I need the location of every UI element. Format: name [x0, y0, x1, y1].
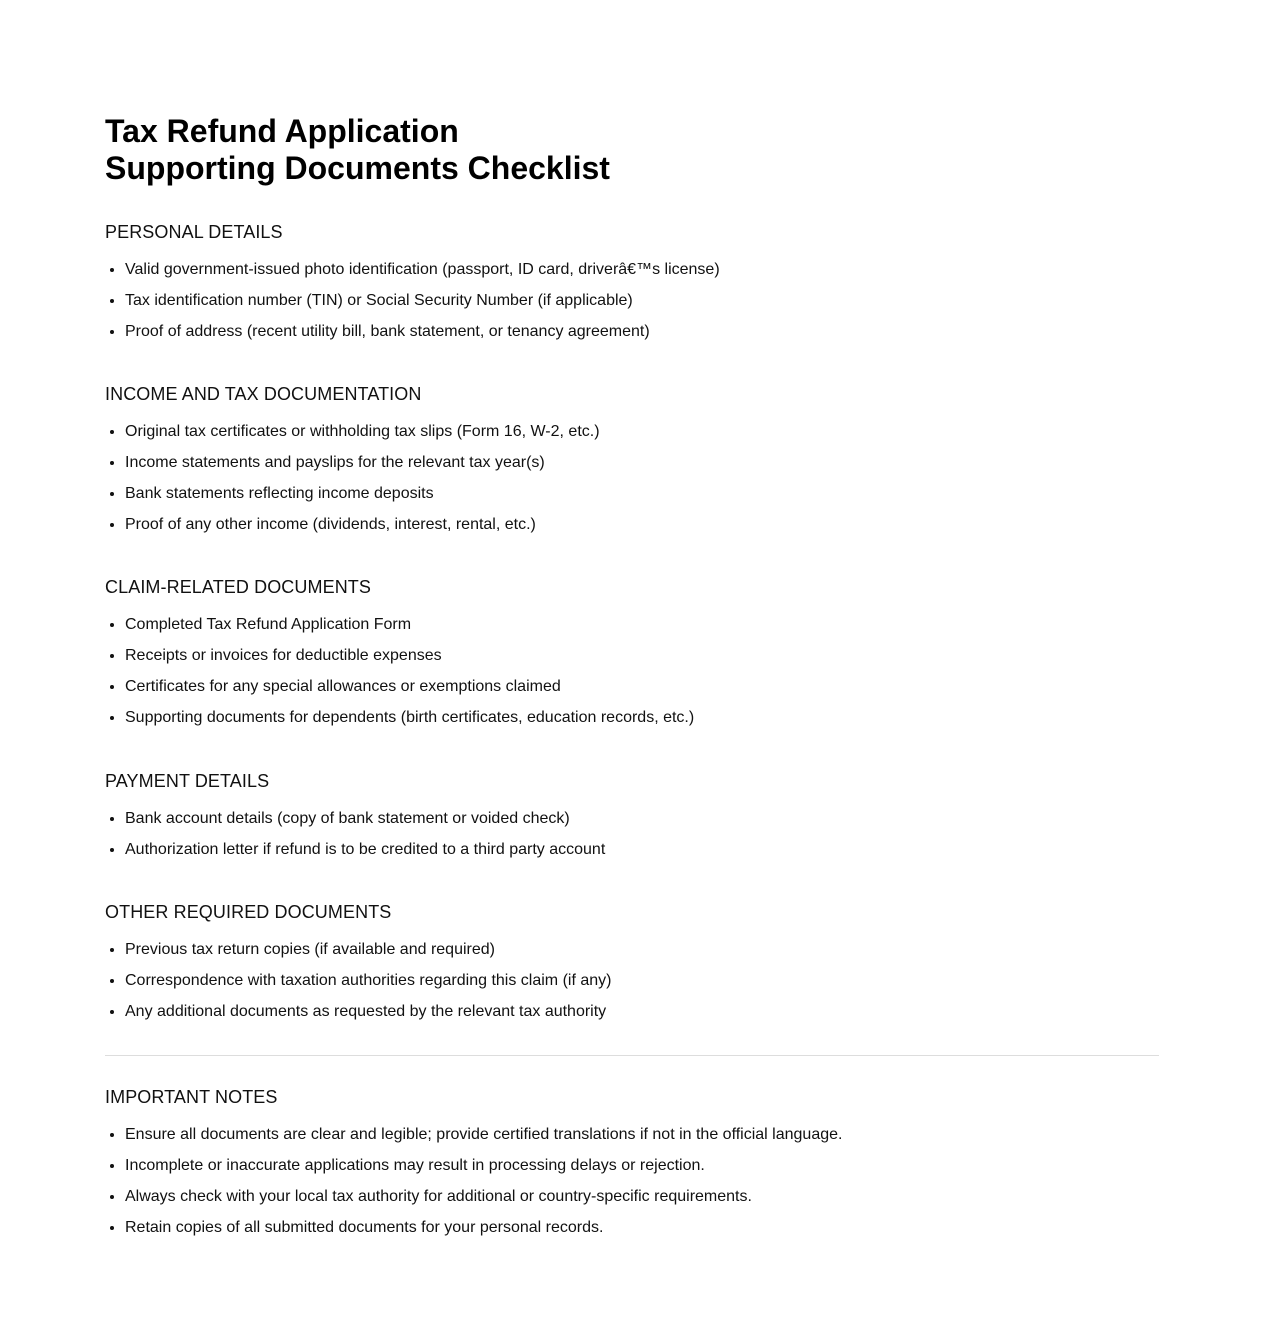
- document: [105, 113, 1159, 1237]
- list-item: • Proof of any other income (dividends, interest, rental, etc.): [125, 515, 1159, 534]
- list-item: • Retain copies of all submitted documents for your personal records.: [125, 1218, 1159, 1237]
- section-important-notes: [105, 1086, 1159, 1237]
- section-heading: CLAIM-RELATED DOCUMENTS: [105, 577, 371, 597]
- checklist: [105, 809, 1159, 859]
- list-item: • Tax identification number (TIN) or Social Security Number (if applicable): [125, 291, 1159, 310]
- list-item: • Income statements and payslips for the relevant tax year(s): [125, 453, 1159, 472]
- checklist: [105, 615, 1159, 727]
- section-personal-details: [105, 221, 1159, 341]
- list-item: • Supporting documents for dependents (birth certificates, education records, etc.): [125, 708, 1159, 727]
- list-item: • Valid government-issued photo identification (passport, ID card, driverâ€™s license): [125, 260, 1159, 279]
- list-item: • Previous tax return copies (if available and required): [125, 940, 1159, 959]
- list-item: • Bank account details (copy of bank statement or voided check): [125, 809, 1159, 828]
- section-other-required-documents: [105, 901, 1159, 1021]
- list-item: • Original tax certificates or withholding tax slips (Form 16, W-2, etc.): [125, 422, 1159, 441]
- section-divider: [105, 1055, 1159, 1056]
- checklist: [105, 422, 1159, 534]
- section-heading: INCOME AND TAX DOCUMENTATION: [105, 384, 422, 404]
- list-item: • Always check with your local tax authority for additional or country-specific requirements.: [125, 1187, 1159, 1206]
- section-payment-details: [105, 770, 1159, 859]
- section-heading: OTHER REQUIRED DOCUMENTS: [105, 902, 392, 922]
- notes-list: [105, 1125, 1159, 1237]
- section-heading: PAYMENT DETAILS: [105, 771, 270, 791]
- checklist: [105, 940, 1159, 1021]
- list-item: • Incomplete or inaccurate applications may result in processing delays or rejection.: [125, 1156, 1159, 1175]
- list-item: • Bank statements reflecting income deposits: [125, 484, 1159, 503]
- list-item: • Authorization letter if refund is to be credited to a third party account: [125, 840, 1159, 859]
- list-item: • Any additional documents as requested by the relevant tax authority: [125, 1002, 1159, 1021]
- list-item: • Certificates for any special allowances or exemptions claimed: [125, 677, 1159, 696]
- section-heading: PERSONAL DETAILS: [105, 222, 283, 242]
- section-heading: IMPORTANT NOTES: [105, 1087, 278, 1107]
- list-item: • Ensure all documents are clear and legible; provide certified translations if not in the official language.: [125, 1125, 1159, 1144]
- title-line-2: Supporting Documents Checklist: [105, 150, 610, 186]
- page-title: [105, 113, 1159, 187]
- section-income-tax-documentation: [105, 383, 1159, 534]
- section-claim-related-documents: [105, 576, 1159, 727]
- list-item: • Completed Tax Refund Application Form: [125, 615, 1159, 634]
- title-line-1: Tax Refund Application: [105, 113, 459, 149]
- checklist: [105, 260, 1159, 341]
- list-item: • Correspondence with taxation authorities regarding this claim (if any): [125, 971, 1159, 990]
- list-item: • Proof of address (recent utility bill, bank statement, or tenancy agreement): [125, 322, 1159, 341]
- list-item: • Receipts or invoices for deductible expenses: [125, 646, 1159, 665]
